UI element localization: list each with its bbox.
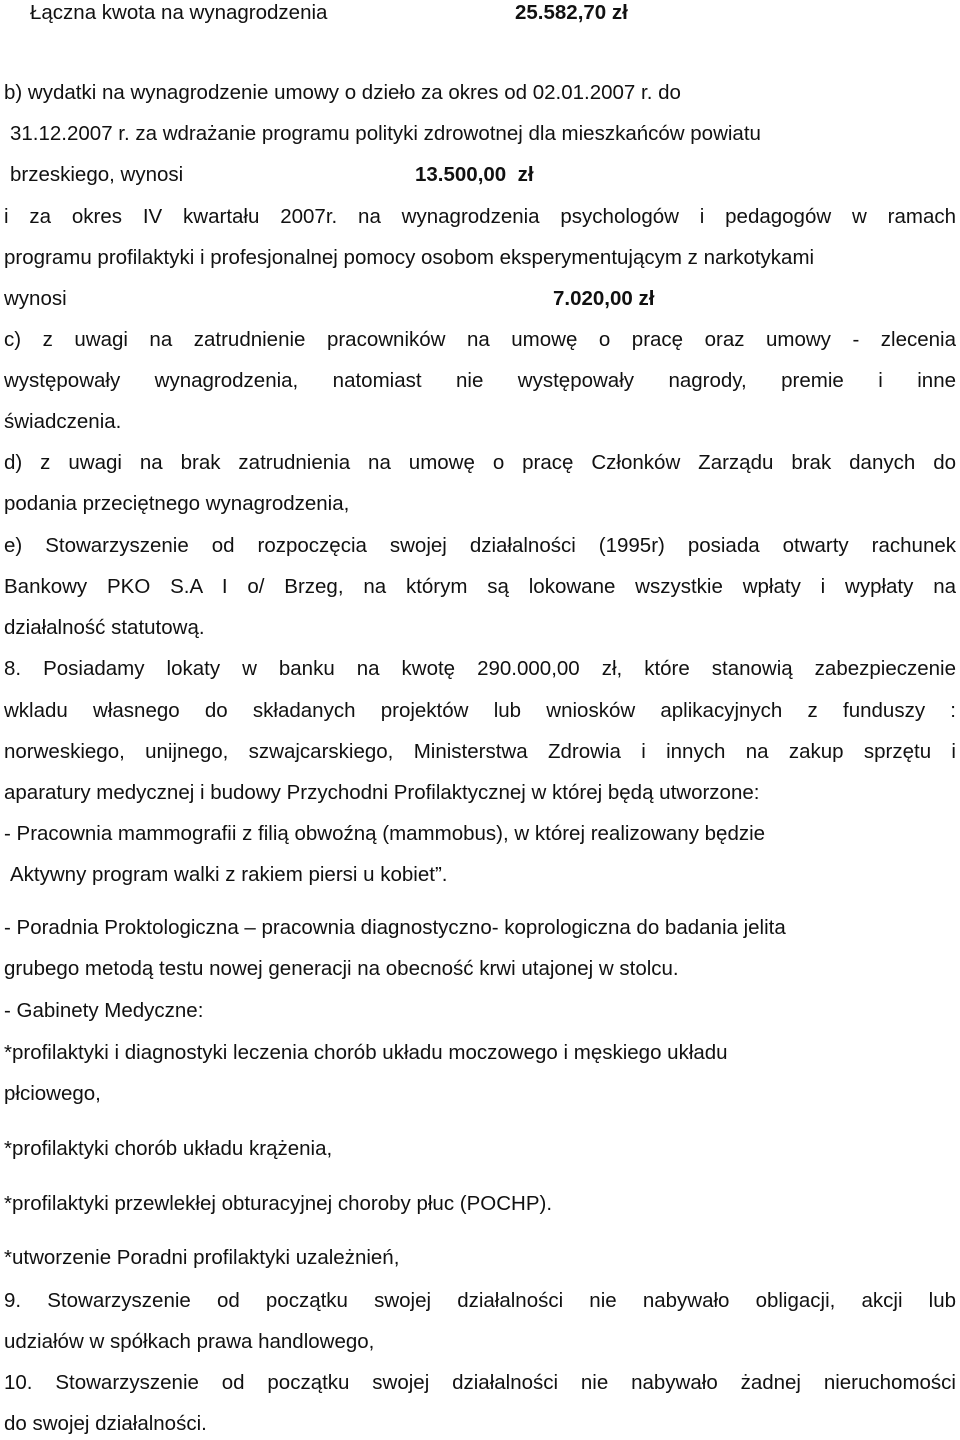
medical-office-3: *profilaktyki przewlekłej obturacyjnej choroby płuc (POCHP). (4, 1192, 553, 1215)
medical-office-1-line-2: płciowego, (4, 1082, 101, 1105)
section-b-line-3: brzeskiego, wynosi (10, 163, 184, 186)
total-label: Łączna kwota na wynagrodzenia (30, 1, 328, 24)
item-8-line-4: aparatury medycznej i budowy Przychodni Profilaktycznej w której będą utworzone: (4, 781, 760, 804)
section-d-line-1: d) z uwagi na brak zatrudnienia na umowę o pracę Członków Zarządu brak danych do (4, 451, 956, 474)
item-10-line-1: 10. Stowarzyszenie od początku swojej działalności nie nabywało żadnej nieruchomości (4, 1371, 956, 1394)
section-e-line-1: e) Stowarzyszenie od rozpoczęcia swojej działalności (1995r) posiada otwarty rachunek (4, 534, 956, 557)
section-b-line-5: programu profilaktyki i profesjonalnej pomocy osobom eksperymentującym z narkotykami (4, 246, 815, 269)
total-amount: 25.582,70 zł (515, 1, 628, 24)
item-9-line-1: 9. Stowarzyszenie od początku swojej działalności nie nabywało obligacji, akcji lub (4, 1289, 956, 1312)
item-8-line-1: 8. Posiadamy lokaty w banku na kwotę 290.000,00 zł, które stanowią zabezpieczenie (4, 657, 956, 680)
section-b-amount-1: 13.500,00 zł (415, 163, 534, 186)
section-b-line-4: i za okres IV kwartału 2007r. na wynagrodzenia psychologów i pedagogów w ramach (4, 205, 956, 228)
section-c-line-1: c) z uwagi na zatrudnienie pracowników na umowę o pracę oraz umowy - zlecenia (4, 328, 956, 351)
section-c-line-2: występowały wynagrodzenia, natomiast nie występowały nagrody, premie i inne (4, 369, 956, 392)
medical-offices-heading: - Gabinety Medyczne: (4, 999, 204, 1022)
section-b-amount-2: 7.020,00 zł (553, 287, 655, 310)
section-b-line-1: b) wydatki na wynagrodzenie umowy o dzieło za okres od 02.01.2007 r. do (4, 81, 681, 104)
section-b-line-6: wynosi (4, 287, 67, 310)
proctology-line-2: grubego metodą testu nowej generacji na obecność krwi utajonej w stolcu. (4, 957, 679, 980)
item-8-line-2: wkladu własnego do składanych projektów lub wniosków aplikacyjnych z funduszy : (4, 699, 956, 722)
section-b-line-2: 31.12.2007 r. za wdrażanie programu polityki zdrowotnej dla mieszkańców powiatu (10, 122, 761, 145)
item-10-line-2: do swojej działalności. (4, 1412, 207, 1435)
mammography-line-1: - Pracownia mammografii z filią obwoźną (mammobus), w której realizowany będzie (4, 822, 766, 845)
item-8-line-3: norweskiego, unijnego, szwajcarskiego, Ministerstwa Zdrowia i innych na zakup sprzętu i (4, 740, 956, 763)
mammography-line-2: Aktywny program walki z rakiem piersi u kobiet”. (10, 863, 448, 886)
section-e-line-3: działalność statutową. (4, 616, 205, 639)
section-e-line-2: Bankowy PKO S.A I o/ Brzeg, na którym są lokowane wszystkie wpłaty i wypłaty na (4, 575, 956, 598)
proctology-line-1: - Poradnia Proktologiczna – pracownia diagnostyczno- koprologiczna do badania jelita (4, 916, 786, 939)
section-c-line-3: świadczenia. (4, 410, 122, 433)
medical-office-4: *utworzenie Poradni profilaktyki uzależnień, (4, 1246, 400, 1269)
medical-office-1-line-1: *profilaktyki i diagnostyki leczenia chorób układu moczowego i męskiego układu (4, 1041, 728, 1064)
medical-office-2: *profilaktyki chorób układu krążenia, (4, 1137, 333, 1160)
item-9-line-2: udziałów w spółkach prawa handlowego, (4, 1330, 375, 1353)
section-d-line-2: podania przeciętnego wynagrodzenia, (4, 492, 350, 515)
